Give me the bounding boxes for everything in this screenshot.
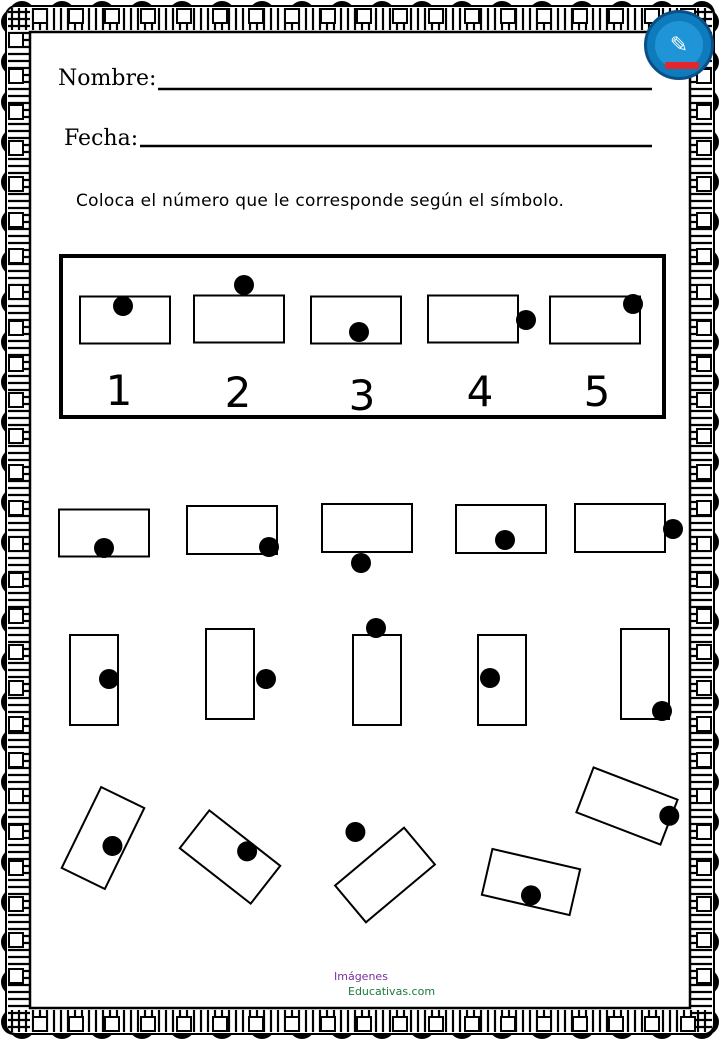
key-number-2: 2 (224, 368, 252, 417)
exercise-symbol-rectangle (335, 828, 435, 923)
key-symbol-4-rectangle (428, 296, 518, 343)
date-label: Fecha: (64, 126, 139, 151)
exercise-symbol-dot (99, 669, 119, 689)
key-symbol-1-dot (113, 296, 133, 316)
exercise-symbol (353, 618, 401, 725)
key-symbol-2-rectangle (194, 296, 284, 343)
exercise-symbol-dot (366, 618, 386, 638)
publisher-logo-badge (644, 10, 714, 80)
exercise-symbol (180, 810, 281, 904)
exercise-symbol-dot (663, 519, 683, 539)
exercise-symbol (621, 629, 672, 721)
key-number-1: 1 (105, 366, 133, 415)
key-symbol-3-dot (349, 322, 369, 342)
key-number-3: 3 (348, 371, 376, 420)
exercise-symbol (187, 506, 279, 557)
footer-logo-line1: Imágenes (334, 970, 388, 983)
exercise-symbol (575, 504, 683, 552)
exercise-symbol-dot (480, 668, 500, 688)
exercise-symbol-dot (652, 701, 672, 721)
footer-logo-line2: Educativas.com (348, 985, 436, 998)
exercise-symbol-dot (495, 530, 515, 550)
key-symbol-5-dot (623, 294, 643, 314)
exercise-symbol (311, 799, 435, 923)
exercise-symbol-dot (256, 669, 276, 689)
footer-logo (334, 970, 454, 1004)
exercise-symbol-dot (94, 538, 114, 558)
exercise-symbol (482, 849, 580, 915)
exercise-symbol-rectangle (575, 504, 665, 552)
exercise-symbol (478, 635, 526, 725)
key-symbol-3 (311, 297, 401, 344)
key-symbol-4 (428, 296, 536, 343)
key-symbol-2-dot (234, 275, 254, 295)
exercise-symbol (576, 767, 685, 847)
key-symbol-5 (550, 294, 643, 344)
exercise-symbol-rectangle (180, 810, 280, 903)
exercise-symbol-dot (351, 553, 371, 573)
exercise-symbol-rectangle (62, 787, 145, 889)
exercise-symbol (456, 505, 546, 553)
key-symbol-4-dot (516, 310, 536, 330)
name-label: Nombre: (58, 66, 157, 91)
exercise-symbol-rectangle (322, 504, 412, 552)
exercise-symbol-rectangle (353, 635, 401, 725)
badge-ribbon (665, 62, 699, 69)
exercise-symbol (206, 629, 276, 719)
key-number-5: 5 (583, 367, 611, 416)
exercise-symbol (70, 635, 119, 725)
exercise-symbol-rectangle (576, 767, 677, 844)
exercise-symbol (322, 504, 412, 573)
exercise-symbol (62, 787, 145, 889)
key-symbol-2 (194, 275, 284, 343)
pencil-boy-icon: ✎ (655, 21, 703, 69)
exercise-symbol-rectangle (206, 629, 254, 719)
key-symbol-1 (80, 296, 170, 344)
instruction-text: Coloca el número que le corresponde según el símbolo. (76, 191, 565, 211)
exercise-symbol (59, 510, 149, 559)
exercise-symbol-dot (259, 537, 279, 557)
key-number-4: 4 (466, 367, 494, 416)
exercise-symbol-dot (341, 818, 369, 846)
